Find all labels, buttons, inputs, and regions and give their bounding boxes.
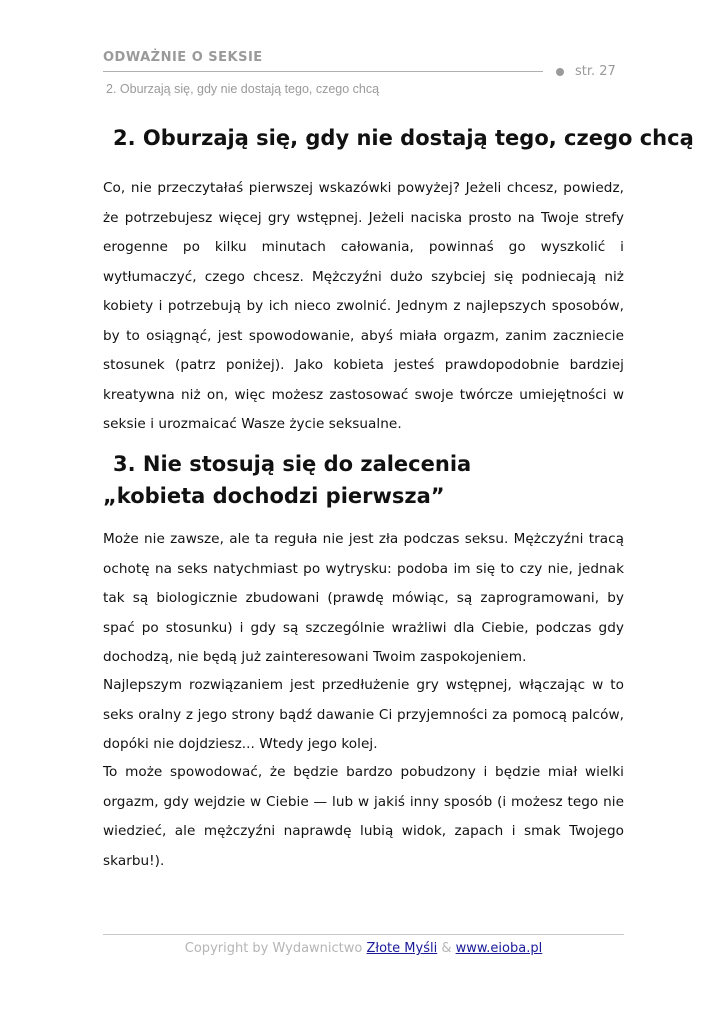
footer bbox=[103, 941, 624, 956]
section-3-heading bbox=[103, 448, 471, 512]
running-chapter-title: 2. Oburzają się, gdy nie dostają tego, czego chcą bbox=[106, 82, 380, 96]
footer-copyright-text: Copyright by Wydawnictwo bbox=[184, 941, 367, 956]
header-bullet-icon bbox=[556, 68, 564, 76]
section-3-heading-line-1: 3. Nie stosują się do zalecenia bbox=[113, 452, 472, 476]
footer-rule bbox=[103, 934, 624, 935]
section-3-paragraph-3: To może spowodować, że będzie bardzo pobudzony i będzie miał wielki orgazm, gdy wejdzie w Ciebie — lub w jakiś inny sposób (i możesz tego nie wiedzieć, ale mężczyźni naprawdę lubią widok, zapach i smak Twojego skarbu!). bbox=[103, 764, 624, 869]
publisher-link[interactable]: Złote Myśli bbox=[366, 941, 438, 956]
site-link[interactable]: www.eioba.pl bbox=[455, 941, 543, 956]
section-3-heading-line-2: „kobieta dochodzi pierwsza” bbox=[103, 484, 445, 508]
book-title: ODWAŻNIE O SEKSIE bbox=[103, 50, 263, 65]
header-rule bbox=[103, 71, 543, 72]
section-3-paragraph-1: Może nie zawsze, ale ta reguła nie jest zła podczas seksu. Mężczyźni tracą ochotę na seks natychmiast po wytrysku: podoba im się to czy nie, jednak tak są biologicznie zbudowani (prawdę mówiąc, są zaprogramowani, by spać po stosunku) i gdy są szczególnie wrażliwi dla Ciebie, podczas gdy dochodzą, nie będą już zainteresowani Twoim zaspokojeniem. bbox=[103, 531, 624, 665]
section-3-paragraph-2: Najlepszym rozwiązaniem jest przedłużenie gry wstępnej, włączając w to seks oralny z jego strony bądź dawanie Ci przyjemności za pomocą palców, dopóki nie dojdziesz... Wtedy jego kolej. bbox=[103, 677, 624, 752]
section-2-paragraph: Co, nie przeczytałaś pierwszej wskazówki powyżej? Jeżeli chcesz, powiedz, że potrzebujesz więcej gry wstępnej. Jeżeli naciska prosto na Twoje strefy erogenne po kilku minutach całowania, powinnaś go wyszkolić i wytłumaczyć, czego chcesz. Mężczyźni dużo szybciej się podniecają niż kobiety i potrzebują by ich nieco zwolnić. Jednym z najlepszych sposobów, by to osiągnąć, jest spowodowanie, abyś miała orgazm, zanim zaczniecie stosunek (patrz poniżej). Jako kobieta jesteś prawdopodobnie bardziej kreatywna niż on, więc możesz zastosować swoje twórcze umiejętności w seksie i urozmaicać Wasze życie seksualne. bbox=[103, 180, 624, 432]
section-2-heading: 2. Oburzają się, gdy nie dostają tego, czego chcą bbox=[113, 126, 694, 150]
footer-separator: & bbox=[437, 941, 456, 956]
page-number: str. 27 bbox=[575, 64, 616, 79]
